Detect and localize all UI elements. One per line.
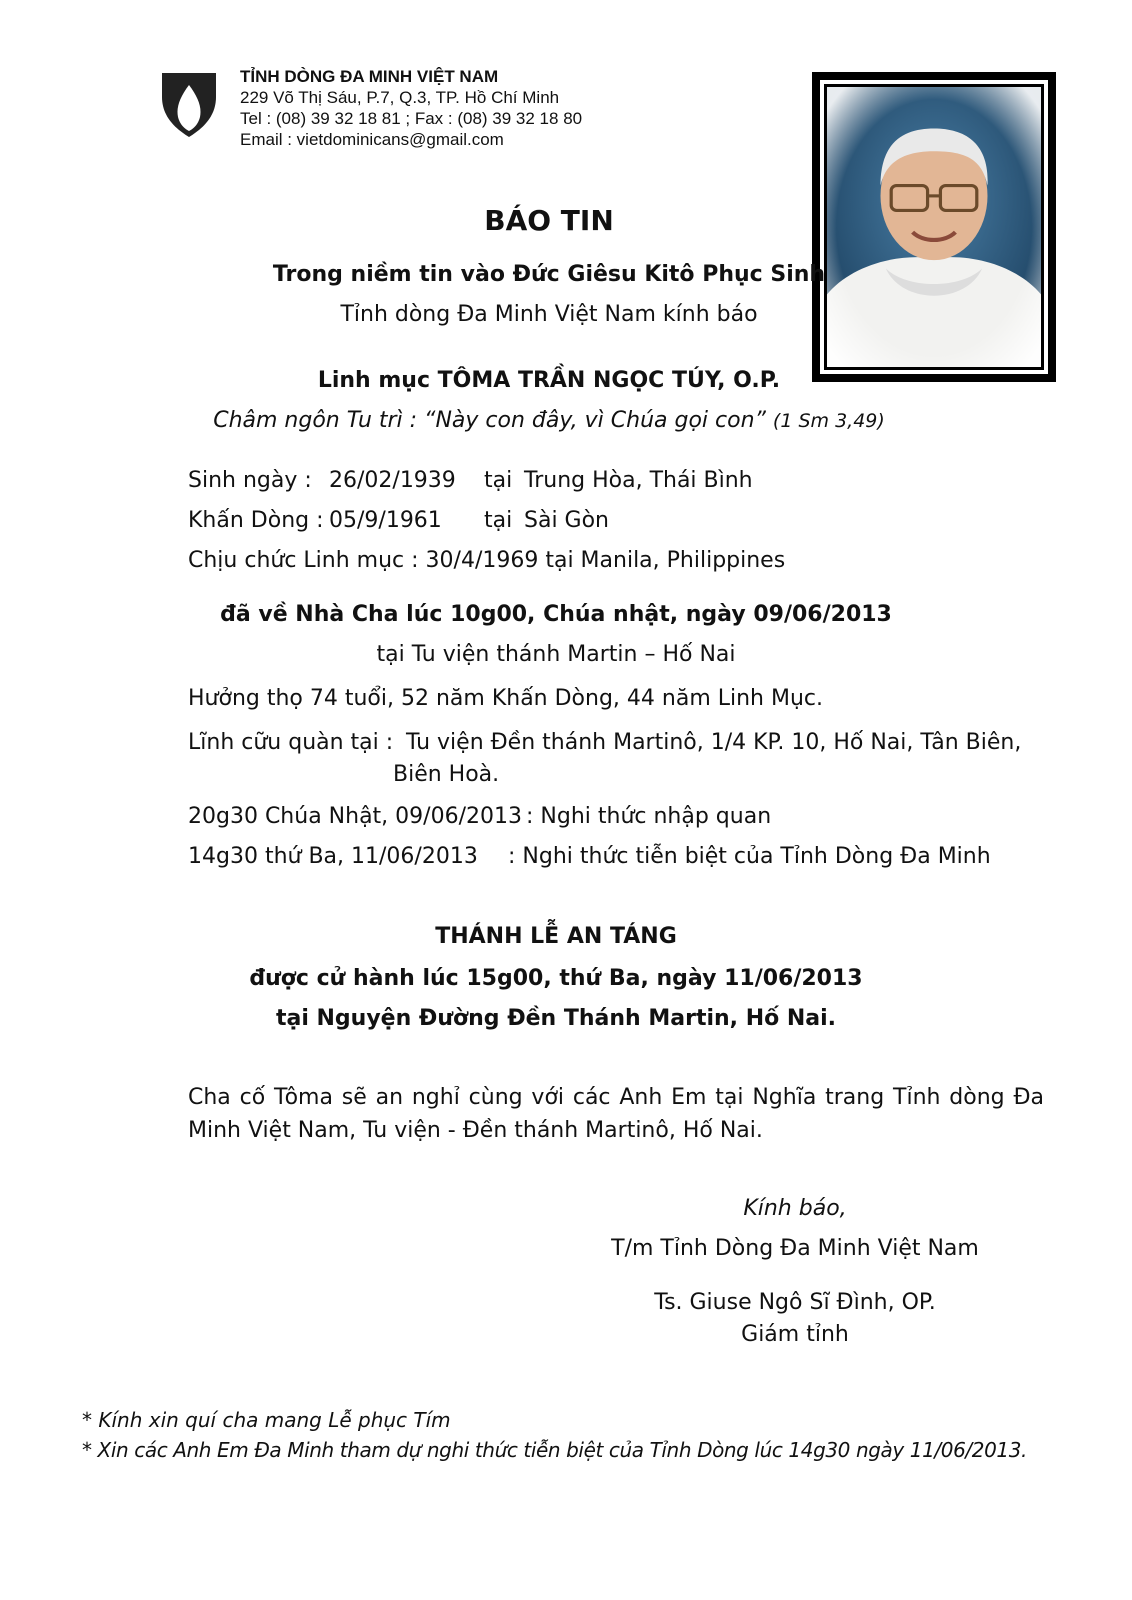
motto-reference: (1 Sm 3,49) [772,410,885,432]
burial-line-1: Cha cố Tôma sẽ an nghỉ cùng với các Anh Em tại Nghĩa trang Tỉnh dòng Đa [188,1085,1044,1110]
death-place: tại Tu viện thánh Martin – Hố Nai [376,642,736,667]
priest-name: Linh mục TÔMA TRẦN NGỌC TÚY, O.P. [317,368,781,393]
signature-on-behalf: T/m Tỉnh Dòng Đa Minh Việt Nam [611,1236,979,1261]
dominican-shield-icon [160,71,218,139]
death-line: đã về Nhà Cha lúc 10g00, Chúa nhật, ngày 09/06/2013 [220,602,892,627]
lying-label: Lĩnh cữu quàn tại : [188,730,394,755]
org-name: TỈNH DÒNG ĐA MINH VIỆT NAM [240,67,499,86]
funeral-title: THÁNH LỄ AN TÁNG [435,924,677,949]
note-1: * Kính xin quí cha mang Lễ phục Tím [82,1408,451,1432]
vow-at: tại [484,508,513,533]
lying-place: Tu viện Đền thánh Martinô, 1/4 KP. 10, Hố Nai, Tân Biên, [406,730,1022,755]
org-header [240,66,582,150]
signature-greeting: Kính báo, [743,1196,847,1221]
page-title: BÁO TIN [484,204,614,237]
ordination-line: Chịu chức Linh mục : 30/4/1969 tại Manila, Philippines [188,548,786,573]
birth-place: Trung Hòa, Thái Bình [524,468,753,493]
burial-line-2: Minh Việt Nam, Tu viện - Đền thánh Martinô, Hố Nai. [188,1118,763,1143]
org-phone: Tel : (08) 39 32 18 81 ; Fax : (08) 39 32 18 80 [240,109,583,128]
birth-label: Sinh ngày : [188,468,312,493]
schedule-event-2: : Nghi thức tiễn biệt của Tỉnh Dòng Đa Minh [508,844,991,869]
faith-line: Trong niềm tin vào Đức Giêsu Kitô Phục Sinh [272,262,826,287]
vow-label: Khấn Dòng : [188,508,324,533]
signature-title: Giám tỉnh [741,1322,849,1347]
org-address: 229 Võ Thị Sáu, P.7, Q.3, TP. Hồ Chí Minh [240,88,560,107]
schedule-time-1: 20g30 Chúa Nhật, 09/06/2013 [188,804,522,829]
motto-text: Châm ngôn Tu trì : “Này con đây, vì Chúa gọi con” [213,408,766,433]
org-email: Email : vietdominicans@gmail.com [240,130,504,149]
motto [0,408,1098,433]
birth-at: tại [484,468,513,493]
province-line: Tỉnh dòng Đa Minh Việt Nam kính báo [340,302,758,327]
funeral-time: được cử hành lúc 15g00, thứ Ba, ngày 11/06/2013 [249,966,863,991]
vow-place: Sài Gòn [524,508,610,533]
age-line: Hưởng thọ 74 tuổi, 52 năm Khấn Dòng, 44 năm Linh Mục. [188,686,824,711]
note-2: * Xin các Anh Em Đa Minh tham dự nghi thức tiễn biệt của Tỉnh Dòng lúc 14g30 ngày 11/06/2013. [82,1438,1028,1462]
schedule-time-2: 14g30 thứ Ba, 11/06/2013 [188,844,478,869]
signature-name: Ts. Giuse Ngô Sĩ Đình, OP. [654,1290,936,1315]
vow-date: 05/9/1961 [329,508,442,533]
funeral-place: tại Nguyện Đường Đền Thánh Martin, Hố Nai. [275,1006,837,1031]
birth-date: 26/02/1939 [329,468,456,493]
lying-place-cont: Biên Hoà. [393,762,500,787]
schedule-event-1: : Nghi thức nhập quan [526,804,772,829]
